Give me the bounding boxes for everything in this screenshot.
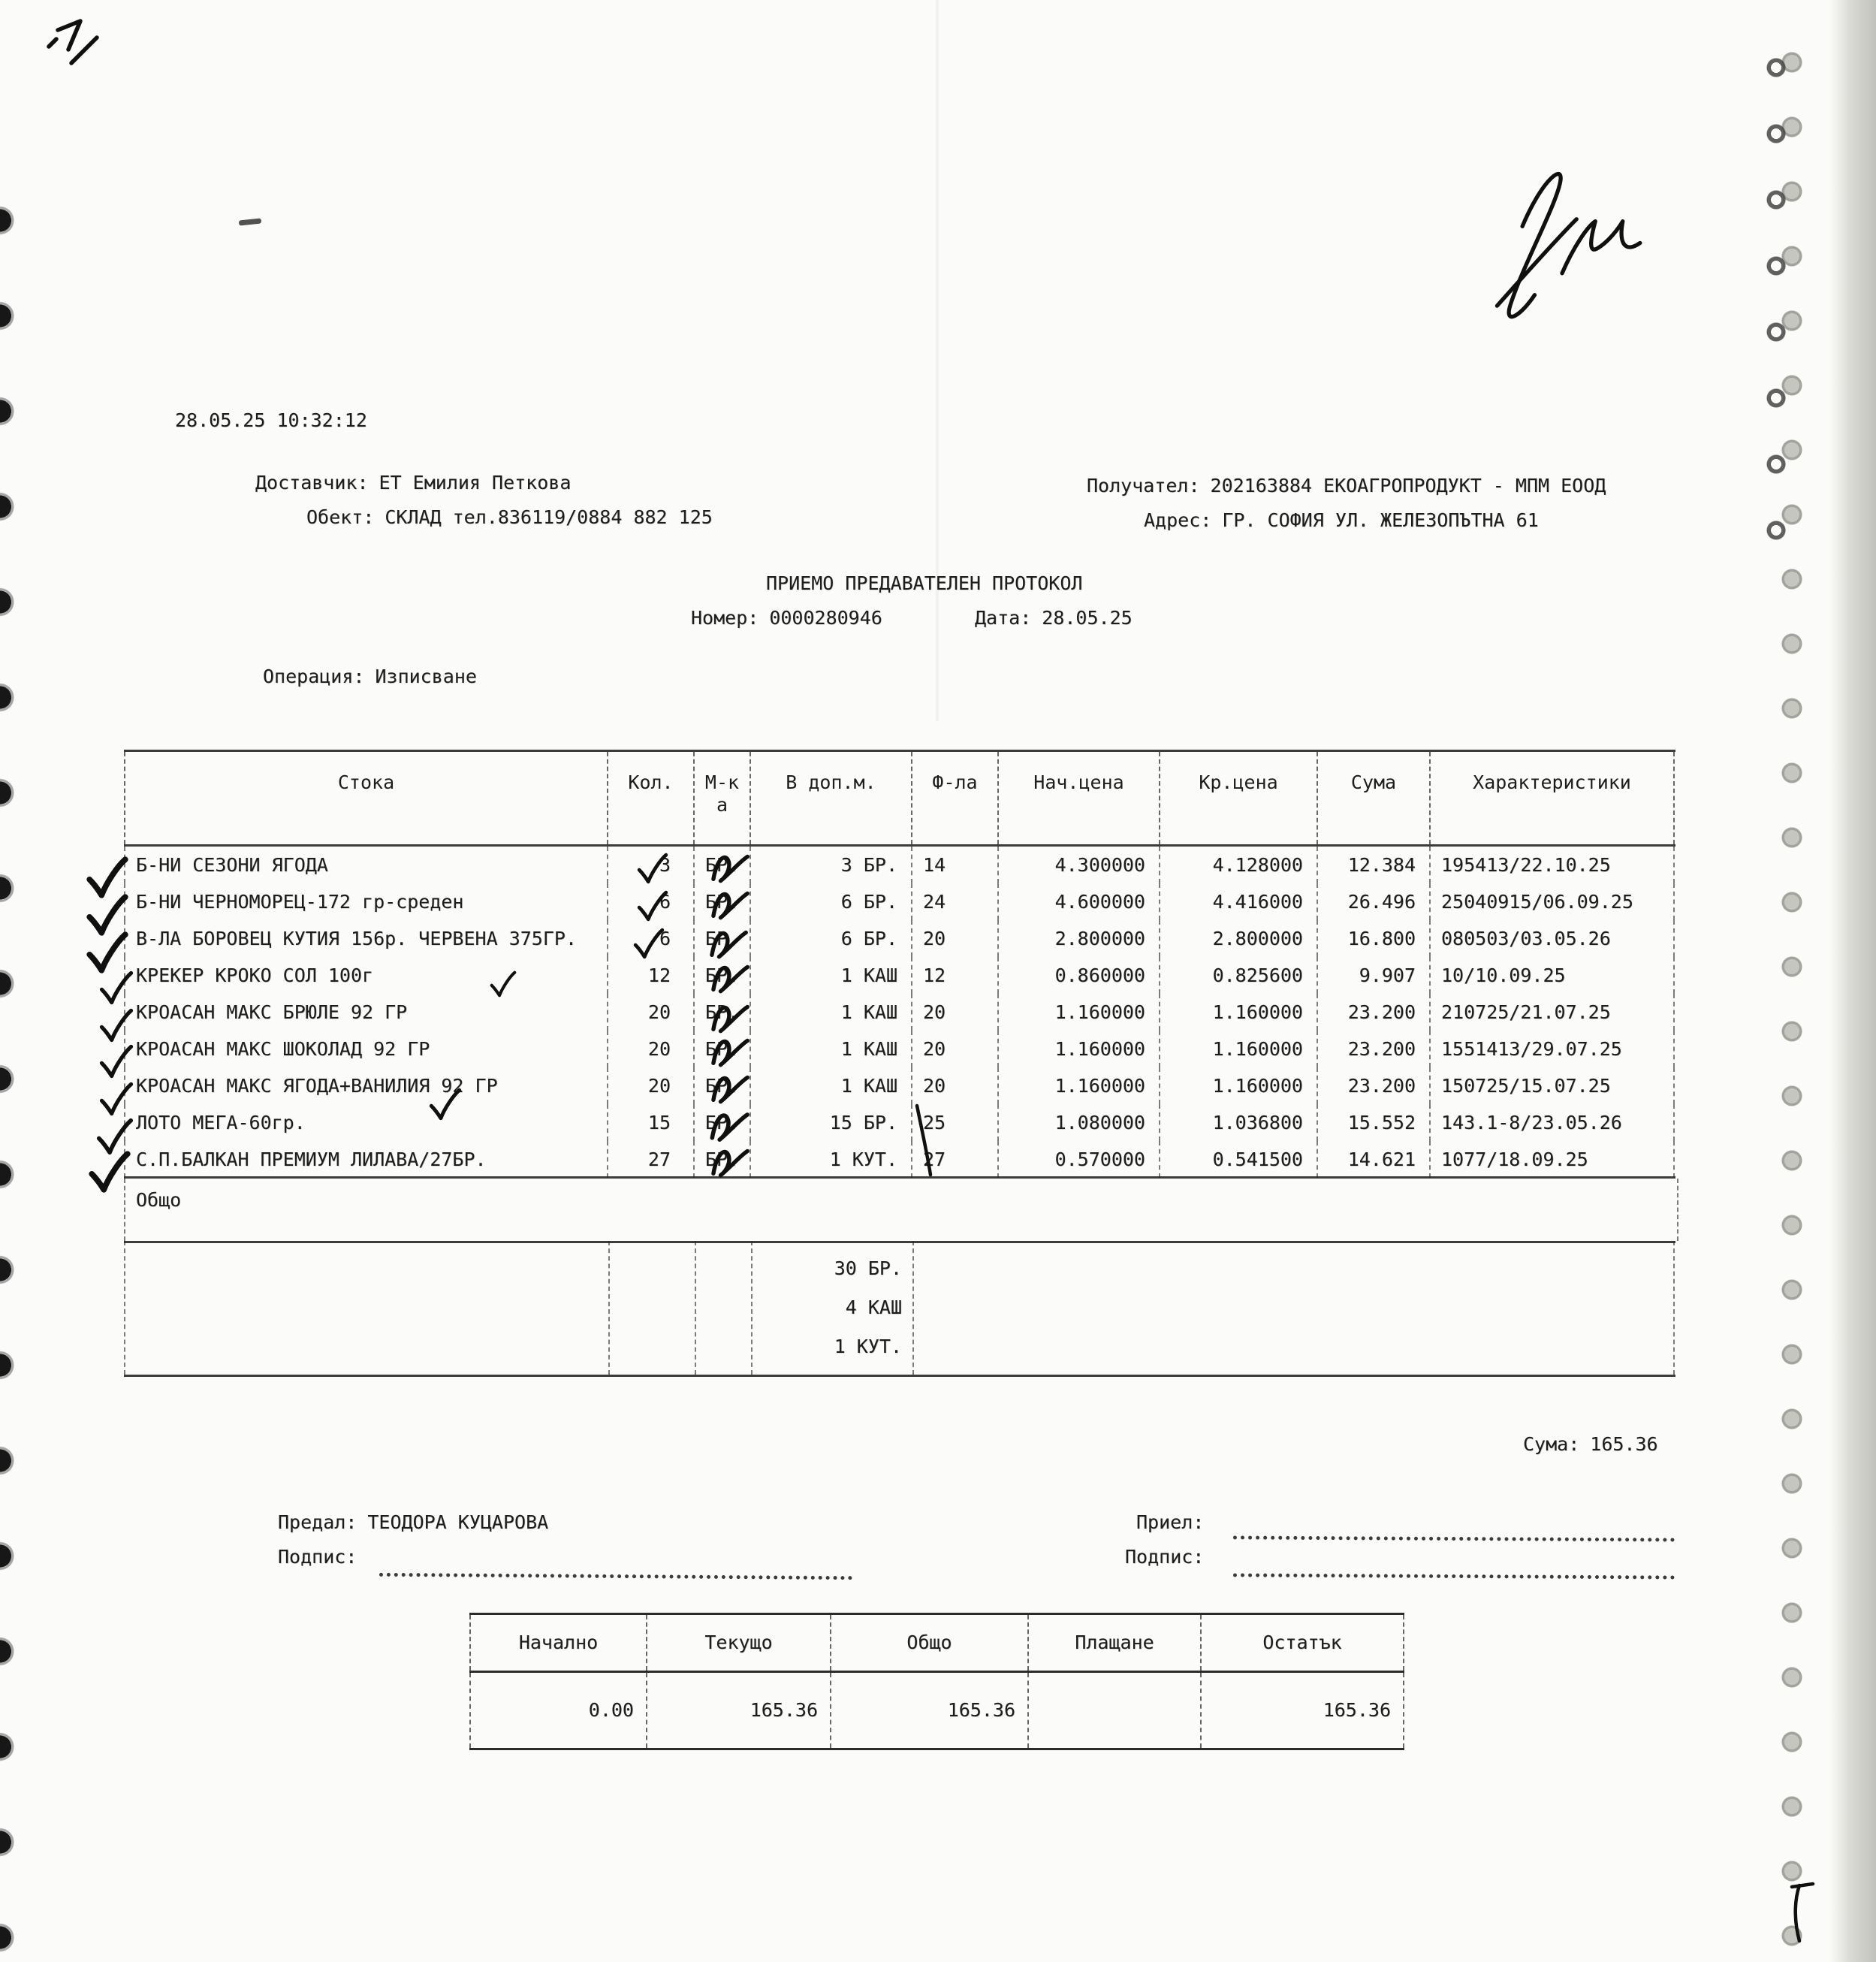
summary-value-ostatuk: 165.36 [1202, 1673, 1404, 1748]
operation-value: Изписване [375, 666, 477, 687]
cell-mka: БР. [695, 883, 751, 920]
signature-dotted-line [379, 1573, 852, 1580]
header-stoka: Стока [124, 752, 608, 844]
cell-suma: 15.552 [1318, 1104, 1431, 1141]
left-sprocket-holes [0, 173, 27, 1962]
cell-mka: БР. [695, 920, 751, 957]
obshto-band [124, 1179, 1678, 1241]
cell-vdopm: 1 КАШ [751, 957, 912, 994]
pen-scribble-icon [703, 1108, 751, 1146]
handwritten-checkmark-icon [98, 1044, 135, 1079]
table-row [124, 994, 1675, 1031]
cell-kr-cena: 4.128000 [1160, 847, 1318, 883]
cell-stoka: КРОАСАН МАКС БРЮЛЕ 92 ГР [124, 994, 608, 1031]
recipient-value: 202163884 ЕКОАГРОПРОДУКТ - МПМ ЕООД [1210, 475, 1606, 497]
supplier-value: ЕТ Емилия Петкова [379, 472, 572, 494]
cell-kol: 12 [608, 957, 695, 994]
cell-nach-cena: 4.600000 [999, 883, 1160, 920]
cell-mka: БР. [695, 994, 751, 1031]
supplier-line [255, 472, 571, 494]
site-label: Обект: [306, 506, 375, 528]
grand-total-label: Сума: [1523, 1433, 1580, 1455]
cell-vdopm: 3 БР. [751, 847, 912, 883]
cell-nach-cena: 1.160000 [999, 1031, 1160, 1067]
cell-kr-cena: 1.160000 [1160, 994, 1318, 1031]
address-label: Адрес: [1144, 509, 1212, 531]
cell-mka: БР. [695, 957, 751, 994]
summary-header-plashtane: Плащане [1029, 1615, 1202, 1671]
summary-header-nachalno: Начално [469, 1615, 647, 1671]
table-header-row [124, 752, 1675, 844]
header-nach-cena: Нач.цена [999, 752, 1160, 844]
totals-divider [1673, 1241, 1676, 1375]
totals-units-line: 4 КАШ [845, 1296, 902, 1318]
cell-harakteristiki: 25040915/06.09.25 [1431, 883, 1675, 920]
cell-harakteristiki: 195413/22.10.25 [1431, 847, 1675, 883]
cell-mka: БР. [695, 847, 751, 883]
cell-fla: 12 [912, 957, 999, 994]
cell-harakteristiki: 1077/18.09.25 [1431, 1141, 1675, 1178]
cell-fla: 25 [912, 1104, 999, 1141]
cell-nach-cena: 2.800000 [999, 920, 1160, 957]
predal-label: Предал: [278, 1511, 357, 1533]
cell-fla: 20 [912, 1067, 999, 1104]
handwritten-checkmark-icon [635, 890, 671, 922]
summary-values-row [469, 1673, 1404, 1748]
handwritten-checkmark-icon [98, 1082, 135, 1116]
date-label: Дата: [975, 607, 1032, 629]
cell-stoka: С.П.БАЛКАН ПРЕМИУМ ЛИЛАВА/27БР. [124, 1141, 608, 1178]
podpis-right-label: Подпис: [1125, 1546, 1205, 1568]
cell-suma: 16.800 [1318, 920, 1431, 957]
cell-kr-cena: 1.036800 [1160, 1104, 1318, 1141]
cell-mka: БР. [695, 1031, 751, 1067]
cell-kr-cena: 1.160000 [1160, 1031, 1318, 1067]
cell-fla: 20 [912, 920, 999, 957]
pen-stroke-icon [912, 1103, 935, 1178]
pen-scribble-icon [704, 961, 751, 997]
summary-value-obshto: 165.36 [831, 1673, 1029, 1748]
cell-nach-cena: 4.300000 [999, 847, 1160, 883]
cell-vdopm: 6 БР. [751, 920, 912, 957]
obshto-label: Общо [136, 1189, 182, 1211]
number-value: 0000280946 [769, 607, 882, 629]
cell-fla: 24 [912, 883, 999, 920]
site-line [306, 506, 713, 529]
cell-vdopm: 1 КАШ [751, 994, 912, 1031]
totals-divider [912, 1241, 915, 1375]
number-line [691, 607, 882, 629]
cell-harakteristiki: 210725/21.07.25 [1431, 994, 1675, 1031]
cell-stoka: КРОАСАН МАКС ШОКОЛАД 92 ГР [124, 1031, 608, 1067]
signature-dotted-line [1233, 1535, 1675, 1541]
pen-scribble-top-left-icon [41, 17, 116, 80]
pen-scribble-icon [703, 924, 749, 964]
handwritten-checkmark-icon [84, 894, 131, 936]
cell-vdopm: 15 БР. [751, 1104, 912, 1141]
supplier-label: Доставчик: [255, 472, 369, 494]
site-value: СКЛАД тел.836119/0884 882 125 [385, 506, 713, 528]
header-suma: Сума [1318, 752, 1431, 844]
cell-suma: 9.907 [1318, 957, 1431, 994]
cell-kr-cena: 0.541500 [1160, 1141, 1318, 1178]
summary-header-ostatuk: Остатък [1202, 1615, 1404, 1671]
cell-suma: 23.200 [1318, 1067, 1431, 1104]
handwritten-checkmark-icon [427, 1088, 464, 1121]
cell-stoka: КРОАСАН МАКС ЯГОДА+ВАНИЛИЯ 92 ГР [124, 1067, 608, 1104]
table-rule-bottom [124, 1375, 1675, 1377]
header-vdopm: В доп.м. [751, 752, 912, 844]
table-row [124, 883, 1675, 920]
handwritten-checkmark-icon [84, 856, 131, 898]
summary-rule [469, 1748, 1404, 1750]
pen-scribble-icon [704, 887, 751, 923]
cell-fla: 27 [912, 1141, 999, 1178]
paper-fold-crease [936, 0, 939, 721]
address-line [1144, 509, 1539, 532]
cell-kol: 6 [608, 920, 695, 957]
handwritten-checkmark-icon [635, 853, 671, 884]
operation-line [263, 666, 477, 688]
cell-kol: 3 [608, 847, 695, 883]
totals-units-line: 1 КУТ. [834, 1336, 902, 1357]
number-label: Номер: [691, 607, 759, 629]
table-row [124, 1067, 1675, 1104]
ink-smudge [239, 218, 262, 225]
cell-stoka: Б-НИ ЧЕРНОМОРЕЦ-172 гр-среден [124, 883, 608, 920]
summary-header-tekushto: Текущо [647, 1615, 831, 1671]
handwritten-checkmark-icon [95, 1118, 135, 1155]
handwritten-checkmark-icon [98, 1008, 135, 1043]
cell-kr-cena: 4.416000 [1160, 883, 1318, 920]
handwritten-checkmark-icon [631, 928, 667, 959]
totals-units-line: 30 БР. [834, 1257, 902, 1279]
predal-line [278, 1511, 548, 1534]
cell-vdopm: 6 БР. [751, 883, 912, 920]
handwritten-signature-icon [1449, 158, 1675, 346]
cell-kol: 20 [608, 994, 695, 1031]
address-value: ГР. СОФИЯ УЛ. ЖЕЛЕЗОПЪТНА 61 [1222, 509, 1539, 531]
summary-value-plashtane [1029, 1673, 1202, 1748]
cell-fla: 14 [912, 847, 999, 883]
grand-total-value: 165.36 [1590, 1433, 1658, 1455]
cell-mka: БР. [695, 1067, 751, 1104]
summary-value-nachalno: 0.00 [469, 1673, 647, 1748]
cell-kol: 20 [608, 1067, 695, 1104]
cell-fla: 20 [912, 1031, 999, 1067]
podpis-left-label: Подпис: [278, 1546, 357, 1568]
pen-scribble-icon [704, 1145, 751, 1181]
table-row [124, 957, 1675, 994]
cell-stoka: ЛОТО МЕГА-60гр. [124, 1104, 608, 1141]
summary-value-tekushto: 165.36 [647, 1673, 831, 1748]
cell-kol: 15 [608, 1104, 695, 1141]
predal-value: ТЕОДОРА КУЦАРОВА [367, 1511, 549, 1533]
cell-stoka: КРЕКЕР КРОКО СОЛ 100г [124, 957, 608, 994]
recipient-line [1087, 475, 1606, 497]
cell-vdopm: 1 КАШ [751, 1031, 912, 1067]
cell-stoka: В-ЛА БОРОВЕЦ КУТИЯ 156р. ЧЕРВЕНА 375ГР. [124, 920, 608, 957]
right-page-edge-shadow [1829, 0, 1876, 1962]
cell-nach-cena: 1.080000 [999, 1104, 1160, 1141]
date-line [975, 607, 1133, 629]
cell-kr-cena: 0.825600 [1160, 957, 1318, 994]
cell-harakteristiki: 1551413/29.07.25 [1431, 1031, 1675, 1067]
pen-scribble-icon [704, 1034, 751, 1070]
cell-nach-cena: 1.160000 [999, 994, 1160, 1031]
operation-label: Операция: [263, 666, 365, 687]
pen-mark-bottom-right-icon [1789, 1878, 1819, 1945]
summary-header-row [469, 1615, 1404, 1671]
right-sprocket-crescents [1756, 35, 1795, 560]
cell-suma: 14.621 [1318, 1141, 1431, 1178]
totals-box [124, 1241, 1675, 1375]
table-row [124, 847, 1675, 883]
cell-fla: 20 [912, 994, 999, 1031]
handwritten-checkmark-icon [98, 970, 135, 1005]
pen-scribble-icon [704, 998, 751, 1040]
cell-nach-cena: 0.570000 [999, 1141, 1160, 1178]
header-mka: М-к а [695, 752, 751, 844]
summary-table [469, 1613, 1404, 1750]
pen-scribble-icon [704, 1071, 751, 1107]
handwritten-checkmark-icon [84, 931, 131, 973]
header-kol: Кол. [608, 752, 695, 844]
cell-harakteristiki: 150725/15.07.25 [1431, 1067, 1675, 1104]
table-row [124, 1141, 1675, 1178]
cell-nach-cena: 1.160000 [999, 1067, 1160, 1104]
cell-stoka: Б-НИ СЕЗОНИ ЯГОДА [124, 847, 608, 883]
cell-harakteristiki: 10/10.09.25 [1431, 957, 1675, 994]
summary-header-obshto: Общо [831, 1615, 1029, 1671]
cell-vdopm: 1 КАШ [751, 1067, 912, 1104]
printed-datetime: 28.05.25 10:32:12 [175, 409, 367, 431]
grand-total-line [1523, 1433, 1658, 1456]
cell-kr-cena: 2.800000 [1160, 920, 1318, 957]
table-row [124, 920, 1675, 957]
cell-kol: 6 [608, 883, 695, 920]
cell-suma: 12.384 [1318, 847, 1431, 883]
priel-label: Приел: [1136, 1511, 1205, 1533]
signature-dotted-line [1233, 1573, 1675, 1579]
recipient-label: Получател: [1087, 475, 1200, 497]
cell-vdopm: 1 КУТ. [751, 1141, 912, 1178]
cell-suma: 23.200 [1318, 994, 1431, 1031]
date-value: 28.05.25 [1042, 607, 1133, 629]
cell-mka: БР. [695, 1104, 751, 1141]
handwritten-checkmark-icon [487, 970, 520, 998]
cell-mka: БР. [695, 1141, 751, 1178]
table-row [124, 1104, 1675, 1141]
table-body [124, 847, 1675, 1178]
cell-suma: 23.200 [1318, 1031, 1431, 1067]
header-harakteristiki: Характеристики [1431, 752, 1675, 844]
header-kr-cena: Кр.цена [1160, 752, 1318, 844]
cell-kr-cena: 1.160000 [1160, 1067, 1318, 1104]
table-row [124, 1031, 1675, 1067]
header-fla: Ф-ла [912, 752, 999, 844]
cell-harakteristiki: 080503/03.05.26 [1431, 920, 1675, 957]
cell-kol: 20 [608, 1031, 695, 1067]
cell-kol: 27 [608, 1141, 695, 1178]
document-title: ПРИЕМО ПРЕДАВАТЕЛЕН ПРОТОКОЛ [766, 572, 1083, 594]
cell-suma: 26.496 [1318, 883, 1431, 920]
cell-harakteristiki: 143.1-8/23.05.26 [1431, 1104, 1675, 1141]
pen-scribble-icon [704, 850, 751, 886]
cell-nach-cena: 0.860000 [999, 957, 1160, 994]
